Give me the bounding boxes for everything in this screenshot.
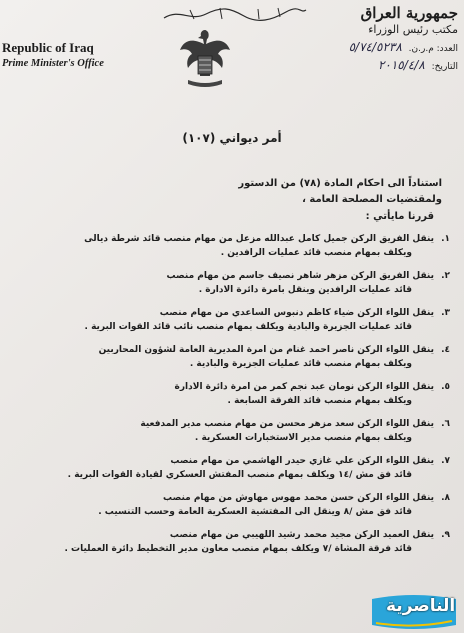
number-value: ٥/٧٤/٥٢٣٨ — [348, 40, 402, 54]
item-line: قائد فق مش /١٤ ويكلف بمهام منصب المفتش العسكري لقيادة القوات البرية . — [67, 470, 412, 480]
item-line: ينقل اللواء الركن علي غازي حيدر الهاشمي من مهام منصب — [170, 456, 434, 466]
intro-line: ولمقتضيات المصلحة العامة ، — [302, 194, 442, 205]
intro-line: استناداً الى احكام المادة (٧٨) من الدستور — [238, 178, 442, 189]
item-line: قائد فرقة المشاة /٧ ويكلف بمهام منصب معاون مدير التخطيط دائرة العمليات . — [64, 544, 412, 554]
item-line: قائد فق مش /٨ وينقل الى المفتشية العسكرية العامة وحسب التنسيب . — [98, 507, 412, 517]
list-item — [32, 417, 448, 445]
item-line: قائد عمليات الجزيرة والبادية ويكلف بمهام منصب نائب قائد القوات البرية . — [84, 322, 412, 332]
date-label: التاريخ: — [431, 62, 458, 72]
list-item — [32, 306, 448, 334]
header-right — [268, 4, 458, 72]
item-line: ويكلف بمهام منصب قائد عمليات الجزيرة والبادية . — [189, 359, 412, 369]
country-name-en: Republic of Iraq — [2, 40, 94, 55]
document-date-row — [268, 58, 458, 72]
item-line: ينقل اللواء الركن حسن محمد مهوس مهاوش من مهام منصب — [163, 493, 434, 503]
office-name-en: Prime Minister's Office — [2, 58, 104, 69]
country-name-ar: جمهورية العراق — [360, 4, 458, 22]
office-name-ar: مكتب رئيس الوزراء — [368, 23, 458, 36]
item-number: ٧. — [441, 456, 450, 466]
decided-heading: قررنا مايأتي : — [365, 211, 434, 222]
item-number: ٣. — [441, 308, 450, 318]
list-item — [32, 343, 448, 371]
item-number: ٤. — [441, 345, 450, 355]
eagle-emblem-icon — [178, 26, 232, 90]
item-line: ينقل اللواء الركن نومان عبد نجم كمر من امرة دائرة الادارة — [174, 382, 434, 392]
item-number: ٨. — [441, 493, 450, 503]
item-line: ينقل الفريق الركن جميل كامل عبدالله مزعل من مهام منصب قائد شرطة ديالى — [84, 234, 434, 244]
list-item — [32, 491, 448, 519]
date-value: ٢٠١٥/٤/٨ — [377, 58, 425, 72]
document-number-row — [268, 40, 458, 54]
intro-paragraph — [28, 176, 442, 208]
item-line: ينقل العميد الركن مجيد محمد رشيد اللهيبي من مهام منصب — [169, 530, 434, 540]
order-title: أمر ديواني (١٠٧) — [182, 131, 282, 145]
item-line: ينقل اللواء الركن ضياء كاظم دنبوس الساعدي من مهام منصب — [159, 308, 434, 318]
item-number: ٢. — [441, 271, 450, 281]
order-items-list — [32, 232, 448, 565]
item-line: ينقل اللواء الركن سعد مزهر محسن من مهام منصب مدير المدفعية — [140, 419, 434, 429]
list-item — [32, 269, 448, 297]
item-number: ١. — [441, 234, 450, 244]
item-line: ويكلف بمهام منصب مدير الاستخبارات العسكرية . — [194, 433, 412, 443]
list-item — [32, 528, 448, 556]
item-line: ويكلف بمهام منصب قائد عمليات الرافدين . — [220, 248, 412, 258]
list-item — [32, 454, 448, 482]
watermark-text: الناصرية — [386, 596, 456, 616]
item-line: ينقل اللواء الركن ناصر احمد غنام من امرة المديرية العامة لشؤون المحاربين — [98, 345, 434, 355]
item-number: ٥. — [441, 382, 450, 392]
list-item — [32, 232, 448, 260]
header-left — [2, 40, 104, 69]
item-line: قائد عمليات الرافدين وينقل بامرة دائرة الادارة . — [198, 285, 412, 295]
list-item — [32, 380, 448, 408]
number-label: العدد: م.ر.ن. — [408, 44, 458, 54]
item-number: ٩. — [441, 530, 450, 540]
item-number: ٦. — [441, 419, 450, 429]
watermark-logo — [366, 593, 462, 631]
item-line: ينقل الفريق الركن مزهر شاهر نصيف جاسم من مهام منصب — [166, 271, 434, 281]
item-line: ويكلف بمهام منصب قائد الفرقة السابعة . — [227, 396, 412, 406]
